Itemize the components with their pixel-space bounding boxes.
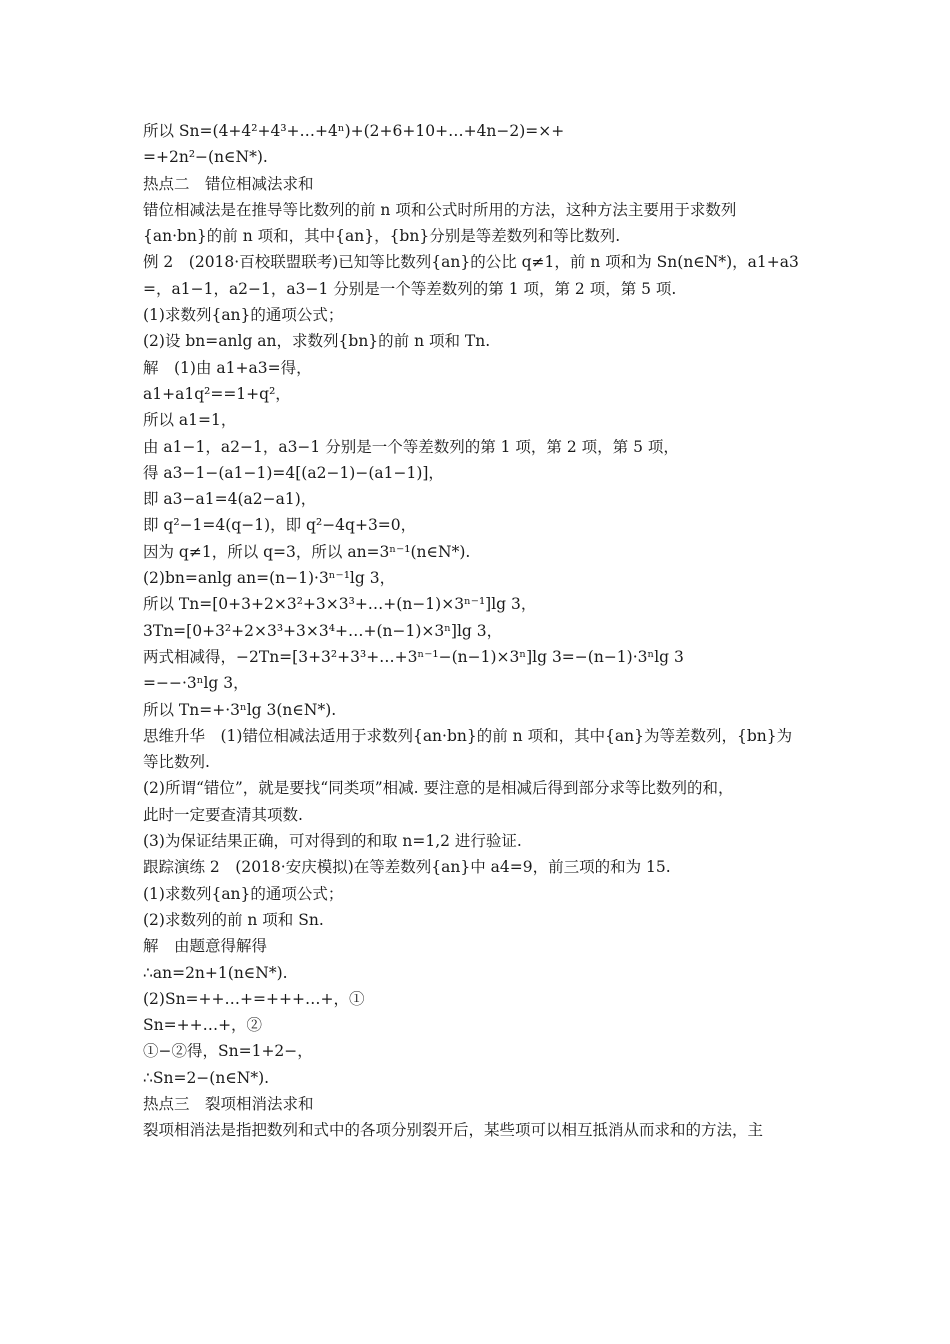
text-line: 裂项相消法是指把数列和式中的各项分别裂开后，某些项可以相互抵消从而求和的方法，主 — [143, 1121, 764, 1140]
text-line: 所以 Tn=[0+3+2×3²+3×3³+…+(n−1)×3ⁿ⁻¹]lg 3， — [143, 595, 537, 614]
text-line: =−−·3ⁿlg 3， — [143, 674, 249, 693]
text-line: (2)所谓“错位”，就是要找“同类项”相减. 要注意的是相减后得到部分求等比数列的和， — [143, 779, 734, 798]
text-line: 例 2 (2018·百校联盟联考)已知等比数列{an}的公比 q≠1，前 n 项和为 Sn(n∈N*)，a1+a3 — [143, 253, 799, 272]
text-line: 错位相减法是在推导等比数列的前 n 项和公式时所用的方法，这种方法主要用于求数列 — [143, 200, 737, 219]
text-line: 热点二 错位相减法求和 — [143, 174, 314, 193]
text-line: ①−②得，Sn=1+2−， — [143, 1042, 313, 1061]
text-line: 所以 Tn=+·3ⁿlg 3(n∈N*). — [143, 700, 337, 719]
text-line: 解 (1)由 a1+a3=得， — [143, 358, 312, 377]
text-line: 得 a3−1−(a1−1)=4[(a2−1)−(a1−1)]， — [143, 463, 444, 482]
text-line: (3)为保证结果正确，可对得到的和取 n=1,2 进行验证. — [143, 832, 522, 851]
text-line: Sn=++…+，② — [143, 1016, 263, 1035]
text-line: 即 a3−a1=4(a2−a1)， — [143, 490, 317, 509]
text-line: 热点三 裂项相消法求和 — [143, 1094, 314, 1113]
text-line: 所以 Sn=(4+4²+4³+…+4ⁿ)+(2+6+10+…+4n−2)=×+ — [143, 122, 565, 140]
text-line: 此时一定要查清其项数. — [143, 805, 303, 824]
text-line: =+2n²−(n∈N*). — [143, 148, 268, 167]
text-line: (1)求数列{an}的通项公式； — [143, 306, 344, 325]
text-line: =，a1−1，a2−1，a3−1 分别是一个等差数列的第 1 项，第 2 项，第 5 项. — [143, 279, 677, 298]
text-line: 两式相减得，−2Tn=[3+3²+3³+…+3ⁿ⁻¹−(n−1)×3ⁿ]lg 3=−(n−1)·3ⁿlg 3 — [143, 647, 684, 666]
document-body — [143, 118, 823, 1144]
text-line: 3Tn=[0+3²+2×3³+3×3⁴+…+(n−1)×3ⁿ]lg 3， — [143, 621, 503, 640]
text-line: 即 q²−1=4(q−1)，即 q²−4q+3=0， — [143, 516, 417, 535]
text-line: 解 由题意得解得 — [143, 937, 268, 956]
text-line: 因为 q≠1，所以 q=3，所以 an=3ⁿ⁻¹(n∈N*). — [143, 542, 471, 561]
text-line: (2)Sn=++…+=+++…+，① — [143, 989, 365, 1008]
text-line: a1+a1q²==1+q²， — [143, 384, 291, 403]
text-line: 跟踪演练 2 (2018·安庆模拟)在等差数列{an}中 a4=9，前三项的和为 15. — [143, 858, 671, 877]
text-line: ∴Sn=2−(n∈N*). — [143, 1068, 270, 1087]
text-line: ∴an=2n+1(n∈N*). — [143, 963, 288, 982]
text-line: 等比数列. — [143, 753, 210, 772]
text-line: (2)设 bn=anlg an，求数列{bn}的前 n 项和 Tn. — [143, 332, 491, 351]
text-line: 所以 a1=1， — [143, 411, 237, 430]
text-line: (2)bn=anlg an=(n−1)·3ⁿ⁻¹lg 3， — [143, 569, 396, 588]
text-line: (1)求数列{an}的通项公式； — [143, 884, 344, 903]
text-line: {an·bn}的前 n 项和，其中{an}，{bn}分别是等差数列和等比数列. — [143, 227, 621, 246]
text-line: 由 a1−1，a2−1，a3−1 分别是一个等差数列的第 1 项，第 2 项，第 5 项， — [143, 437, 679, 456]
text-line: 思维升华 (1)错位相减法适用于求数列{an·bn}的前 n 项和，其中{an}为等差数列，{bn}为 — [143, 726, 793, 745]
text-line: (2)求数列的前 n 项和 Sn. — [143, 910, 324, 929]
